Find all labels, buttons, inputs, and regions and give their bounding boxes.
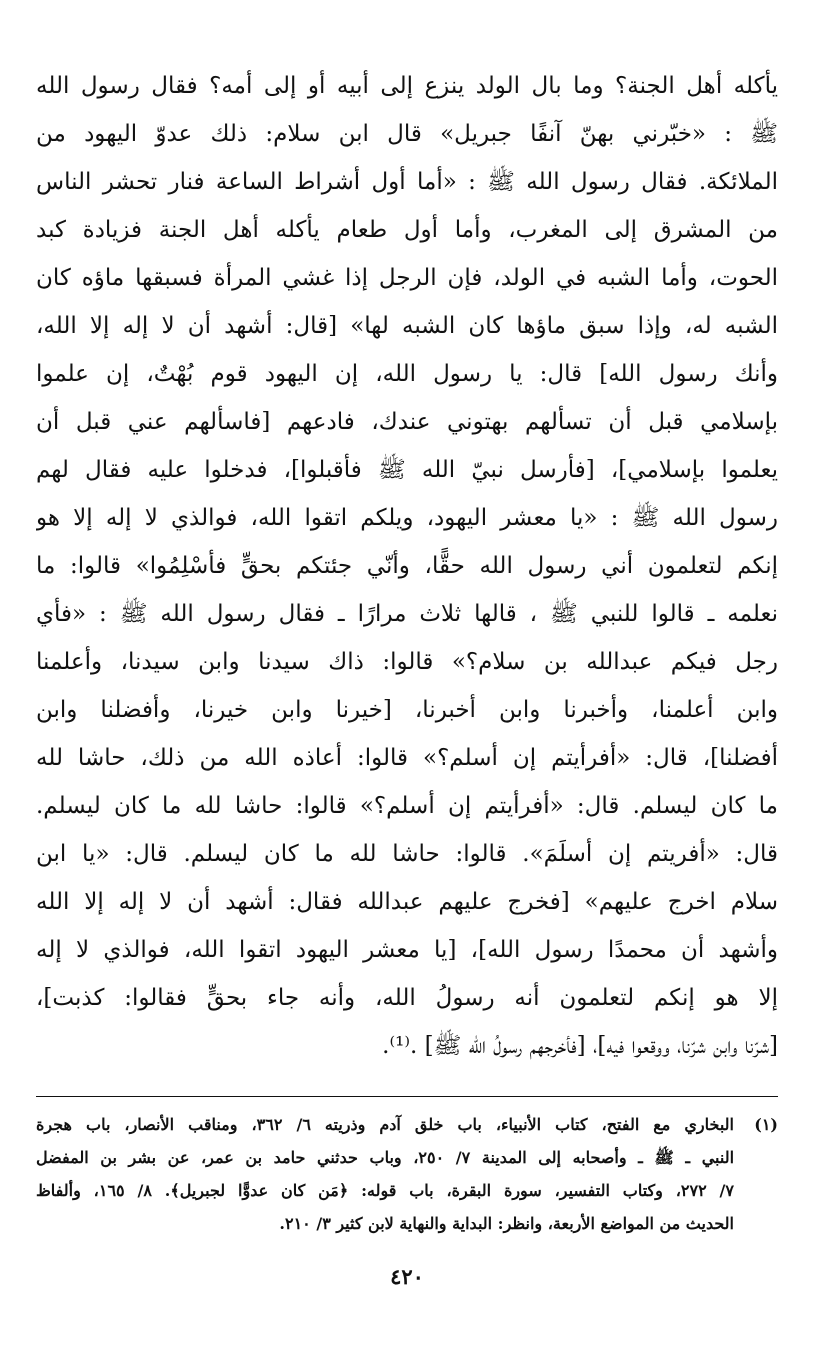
footnotes [36,1108,778,1240]
text-line: نعلمه ـ قالوا للنبي ﷺ ، قالها ثلاث مرارًا ـ فقال رسول الله ﷺ : «فأي [36,601,778,627]
footnote-line: النبي ـ ﷺ ـ وأصحابه إلى المدينة ٧/ ٢٥٠، وباب حدثني حامد بن عمر، عن بشر بن المفضل [36,1148,734,1167]
text-line: سلام اخرج عليهم» [فخرج عليهم عبدالله فقال: أشهد أن لا إله إلا الله [36,889,778,915]
text-line: يأكله أهل الجنة؟ وما بال الولد ينزع إلى أبيه أو إلى أمه؟ فقال رسول الله [36,73,778,99]
text-line: الحوت، وأما الشبه في الولد، فإن الرجل إذا غشي المرأة فسبقها ماؤه كان [36,265,778,291]
text-line: ﷺ : «خبّرني بهنّ آنفًا جبريل» قال ابن سلام: ذلك عدوّ اليهود من [36,121,778,147]
text-line: ما كان ليسلم. قال: «أفرأيتم إن أسلم؟» قالوا: حاشا لله ما كان ليسلم. [36,793,778,819]
footnote-line: البخاري مع الفتح، كتاب الأنبياء، باب خلق آدم وذريته ٦/ ٣٦٢، ومناقب الأنصار، باب هجرة [36,1115,734,1134]
text-line: إلا هو إنكم لتعلمون أنه رسولُ الله، وأنه جاء بحقٍّ فقالوا: كذبت]، [36,985,778,1011]
text-line: [شرّنا وابن شرّنا، ووقعوا فيه]، [فأخرجهم رسولُ الله ﷺ] .⁽¹⁾. [382,1033,778,1059]
footnote-text [36,1108,734,1240]
page-number: ٤٢٠ [390,1264,424,1289]
text-line: من المشرق إلى المغرب، وأما أول طعام يأكله أهل الجنة فزيادة كبد [36,217,778,243]
text-line: وأنك رسول الله] قال: يا رسول الله، إن اليهود قوم بُهْتٌ، إن علموا [36,361,778,387]
footnote-line: ٧/ ٢٧٢، وكتاب التفسير، سورة البقرة، باب قوله: ﴿مَن كان عدوًّا لجبريل﴾. ٨/ ١٦٥، وألفاظ [36,1181,734,1200]
text-line: أفضلنا]، قال: «أفرأيتم إن أسلم؟» قالوا: أعاذه الله من ذلك، حاشا لله [36,745,778,771]
text-line: رسول الله ﷺ : «يا معشر اليهود، ويلكم اتقوا الله، فوالذي لا إله إلا هو [36,505,778,531]
text-line: رجل فيكم عبدالله بن سلام؟» قالوا: ذاك سيدنا وابن سيدنا، وأعلمنا [36,649,778,675]
text-line: وابن أعلمنا، وأخبرنا وابن أخبرنا، [خيرنا وابن خيرنا، وأفضلنا وابن [36,697,778,723]
footnote-divider [36,1096,778,1097]
text-line: يعلموا بإسلامي]، [فأرسل نبيّ الله ﷺ فأقبلوا]، فدخلوا عليه فقال لهم [36,457,778,483]
text-line: قال: «أفريتم إن أسلَمَ». قالوا: حاشا لله ما كان ليسلم. قال: «يا ابن [36,841,778,867]
text-line: إنكم لتعلمون أني رسول الله حقًّا، وأنّي جئتكم بحقٍّ فأسْلِمُوا» قالوا: ما [36,553,778,579]
text-line: وأشهد أن محمدًا رسول الله]، [يا معشر اليهود اتقوا الله، فوالذي لا إله [36,937,778,963]
main-text [36,62,778,1070]
footnote-marker: (١) [754,1115,778,1134]
text-line: الشبه له، وإذا سبق ماؤها كان الشبه لها» [قال: أشهد أن لا إله إلا الله، [36,313,778,339]
text-line: بإسلامي قبل أن تسألهم بهتوني عندك، فادعهم [فاسألهم عني قبل أن [36,409,778,435]
footnote-line: الحديث من المواضع الأربعة، وانظر: البداية والنهاية لابن كثير ٣/ ٢١٠. [279,1214,734,1233]
text-line: الملائكة. فقال رسول الله ﷺ : «أما أول أشراط الساعة فنار تحشر الناس [36,169,778,195]
footnote-item [36,1108,778,1240]
